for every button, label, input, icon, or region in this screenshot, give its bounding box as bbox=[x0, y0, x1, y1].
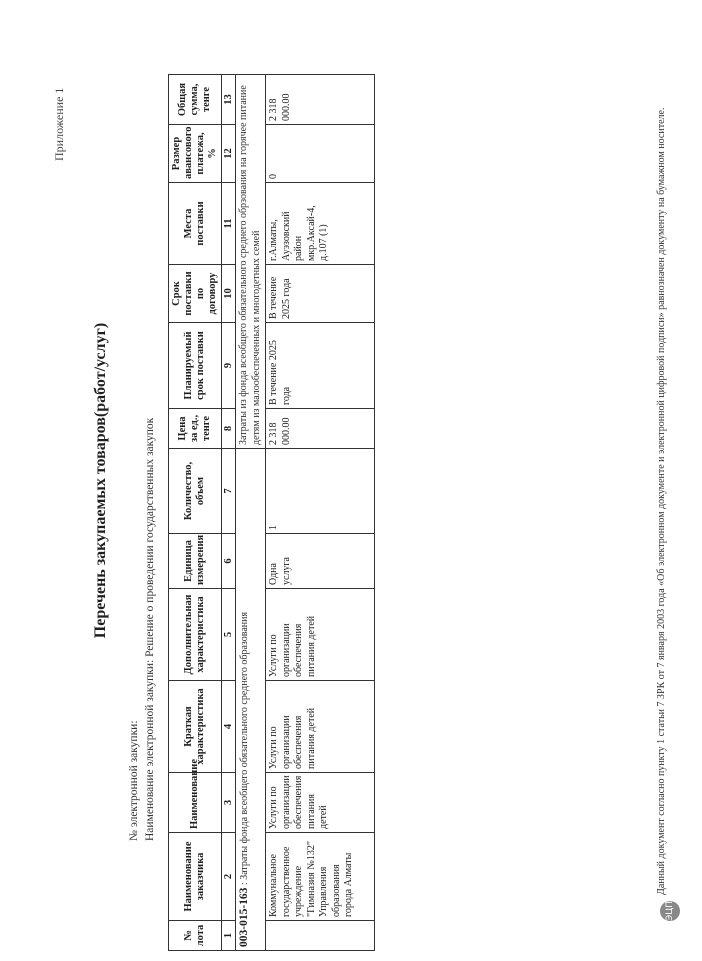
header-extra-desc: Дополнительная характеристика bbox=[169, 589, 222, 681]
table-row bbox=[266, 75, 375, 951]
column-number: 12 bbox=[222, 125, 236, 183]
cell-customer: Коммунальное государственное учреждение "Гимназия №132" Управления образования города Алматы bbox=[266, 833, 375, 921]
table-header-row bbox=[169, 75, 222, 951]
appendix-label: Приложение 1 bbox=[52, 87, 66, 161]
cell-short-desc: Услуги по организации обеспечения питания детей bbox=[266, 681, 375, 773]
section-name: : Затраты фонда всеобщего обязательного среднего образования bbox=[239, 611, 251, 886]
section-note: Затраты из фонда всеобщего обязательного среднего обрзования на горячее питание детям из малообеспеченных и многодетных семей bbox=[236, 75, 266, 449]
column-number: 7 bbox=[222, 449, 236, 534]
header-planned-term: Планируемый срок поставки bbox=[169, 323, 222, 409]
column-number: 2 bbox=[222, 833, 236, 921]
header-contract-term: Срок поставки по договору bbox=[169, 265, 222, 323]
section-code: 003-015-163 bbox=[238, 887, 251, 947]
cell-price: 2 318 000.00 bbox=[266, 409, 375, 449]
procurement-number-label: № электронной закупки: bbox=[128, 720, 140, 841]
cell-quantity: 1 bbox=[266, 449, 375, 534]
header-place: Места поставки bbox=[169, 183, 222, 265]
column-number: 6 bbox=[222, 534, 236, 589]
header-quantity: Количество, объем bbox=[169, 449, 222, 534]
cell-unit: Одна услуга bbox=[266, 534, 375, 589]
header-unit: Единица измерения bbox=[169, 534, 222, 589]
section-row bbox=[236, 75, 266, 951]
column-number: 5 bbox=[222, 589, 236, 681]
cell-contract-term: В течение 2025 года bbox=[266, 265, 375, 323]
cell-total: 2 318 000.00 bbox=[266, 75, 375, 125]
header-price: Цена за ед., тенге bbox=[169, 409, 222, 449]
column-number: 11 bbox=[222, 183, 236, 265]
footer-disclaimer: Данный документ согласно пункту 1 статьи 7 ЗРК от 7 января 2003 года «Об электронном документе и электронной цифровой подписи» равнозначен документу на бумажном носителе. bbox=[656, 107, 667, 895]
cell-name: Услуги по организации обеспечения питания детей bbox=[266, 773, 375, 833]
column-number: 13 bbox=[222, 75, 236, 125]
column-number: 4 bbox=[222, 681, 236, 773]
header-advance: Размер авансового платежа, % bbox=[169, 125, 222, 183]
stamp-text: ЭЦП bbox=[665, 900, 675, 921]
cell-planned-term: В течение 2025 года bbox=[266, 323, 375, 409]
cell-lot bbox=[266, 921, 375, 951]
cell-place: г.Алматы, Ауэзовский район мкр.Аксай-4, д.107 (1) bbox=[266, 183, 375, 265]
page-title: Перечень закупаемых товаров(работ/услуг) bbox=[92, 322, 109, 639]
procurement-table bbox=[168, 74, 375, 951]
column-number: 9 bbox=[222, 323, 236, 409]
header-name: Наименование bbox=[169, 773, 222, 833]
cell-extra-desc: Услуги по организации обеспечения питания детей bbox=[266, 589, 375, 681]
header-total: Общая сумма, тенге bbox=[169, 75, 222, 125]
header-short-desc: Краткая характеристика bbox=[169, 681, 222, 773]
column-number-row bbox=[222, 75, 236, 951]
column-number: 1 bbox=[222, 921, 236, 951]
procurement-name-label: Наименование электронной закупки: Решение о проведении государственных закупок bbox=[144, 417, 156, 841]
column-number: 8 bbox=[222, 409, 236, 449]
cell-advance: 0 bbox=[266, 125, 375, 183]
section-title-cell bbox=[236, 449, 266, 951]
header-lot: № лота bbox=[169, 921, 222, 951]
header-customer: Наименование заказчика bbox=[169, 833, 222, 921]
column-number: 3 bbox=[222, 773, 236, 833]
column-number: 10 bbox=[222, 265, 236, 323]
